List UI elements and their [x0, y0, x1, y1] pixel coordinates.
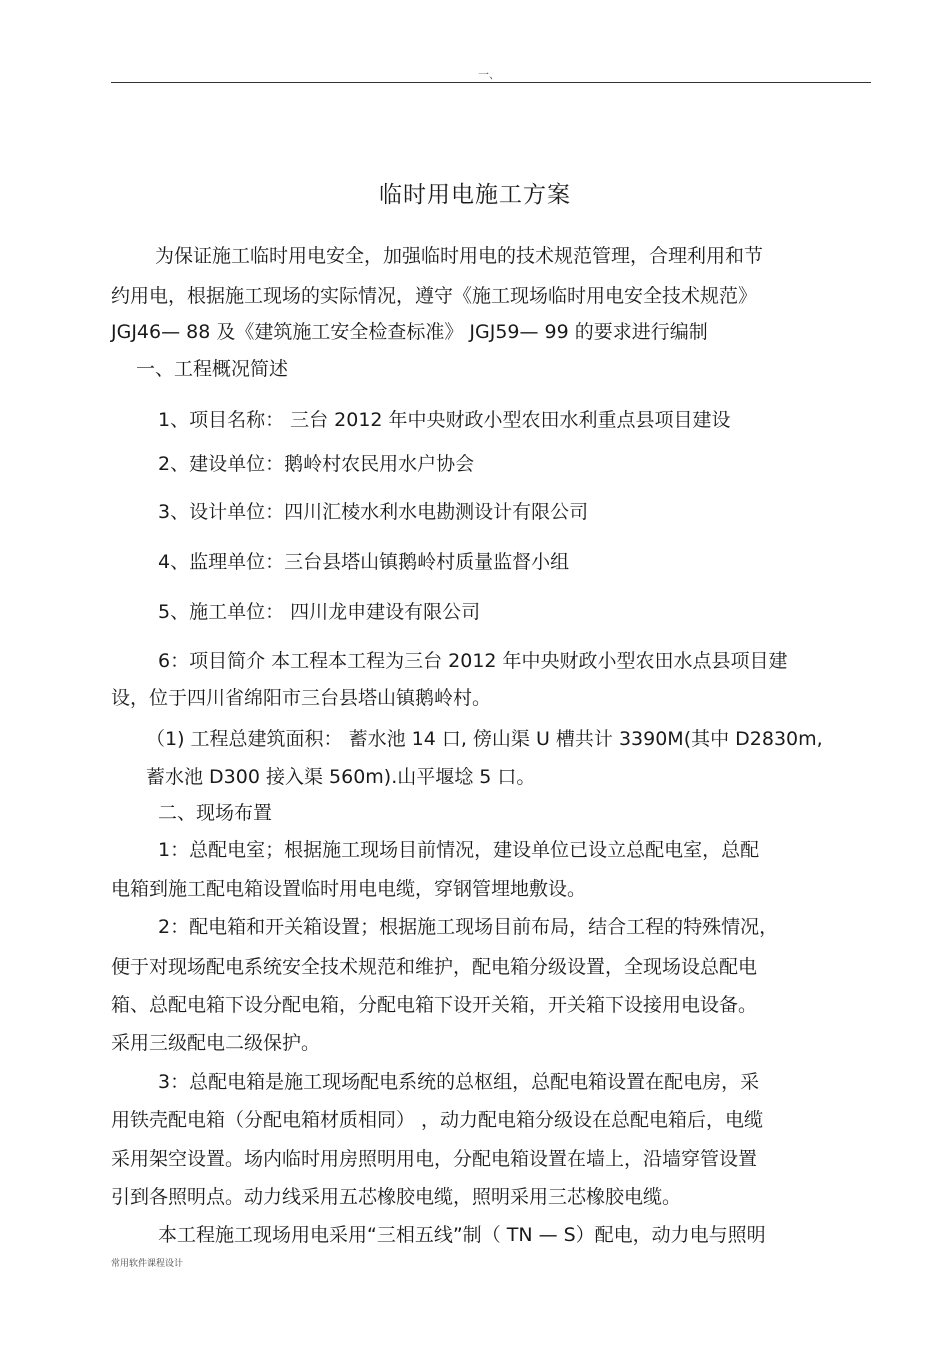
list-item: 2、建设单位：鹅岭村农民用水户协会	[158, 453, 475, 475]
paragraph-line: JGJ46— 88 及《建筑施工安全检查标准》 JGJ59— 99 的要求进行编制	[111, 321, 708, 343]
paragraph-line: 2：配电箱和开关箱设置；根据施工现场目前布局，结合工程的特殊情况，	[158, 916, 779, 938]
document-title: 临时用电施工方案	[379, 182, 571, 208]
section-heading: 二、现场布置	[158, 802, 273, 824]
list-item: 3、设计单位：四川汇棱水利水电勘测设计有限公司	[158, 501, 589, 523]
paragraph-line: 3：总配电箱是施工现场配电系统的总枢组，总配电箱设置在配电房，采	[158, 1071, 760, 1093]
header-mark: 一、	[478, 68, 500, 81]
paragraph-line: 设，位于四川省绵阳市三台县塔山镇鹅岭村。	[111, 687, 492, 709]
header-rule	[111, 82, 871, 83]
footer-text: 常用软件课程设计	[111, 1259, 184, 1269]
section-heading: 一、工程概况简述	[136, 358, 289, 380]
paragraph-line: 为保证施工临时用电安全，加强临时用电的技术规范管理，合理利用和节	[155, 245, 764, 267]
list-item: 6：项目简介 本工程本工程为三台 2012 年中央财政小型农田水点县项目建	[158, 650, 788, 672]
paragraph-line: 电箱到施工配电箱设置临时用电电缆，穿钢管埋地敷设。	[111, 878, 587, 900]
paragraph-line: （1) 工程总建筑面积： 蓄水池 14 口, 傍山渠 U 槽共计 3390M(其中 D2830m,	[146, 728, 823, 750]
paragraph-line: 箱、总配电箱下设分配电箱，分配电箱下设开关箱，开关箱下设接用电设备。	[111, 994, 758, 1016]
paragraph-line: 采用架空设置。场内临时用房照明用电，分配电箱设置在墙上，沿墙穿管设置	[111, 1148, 758, 1170]
list-item: 4、监理单位：三台县塔山镇鹅岭村质量监督小组	[158, 551, 570, 573]
paragraph-line: 蓄水池 D300 接入渠 560m).山平堰埝 5 口。	[146, 766, 536, 788]
paragraph-line: 1：总配电室；根据施工现场目前情况，建设单位已设立总配电室，总配	[158, 839, 760, 861]
paragraph-line: 引到各照明点。动力线采用五芯橡胶电缆，照明采用三芯橡胶电缆。	[111, 1186, 682, 1208]
list-item: 1、项目名称： 三台 2012 年中央财政小型农田水利重点县项目建设	[158, 409, 731, 431]
list-item: 5、施工单位： 四川龙申建设有限公司	[158, 601, 481, 623]
paragraph-line: 便于对现场配电系统安全技术规范和维护，配电箱分级设置，全现场设总配电	[111, 956, 758, 978]
paragraph-line: 本工程施工现场用电采用“三相五线”制（ TN — S）配电，动力电与照明	[158, 1224, 766, 1246]
paragraph-line: 约用电，根据施工现场的实际情况，遵守《施工现场临时用电安全技术规范》	[111, 285, 758, 307]
paragraph-line: 用铁壳配电箱（分配电箱材质相同） ，动力配电箱分级设在总配电箱后，电缆	[111, 1109, 764, 1131]
paragraph-line: 采用三级配电二级保护。	[111, 1032, 321, 1054]
